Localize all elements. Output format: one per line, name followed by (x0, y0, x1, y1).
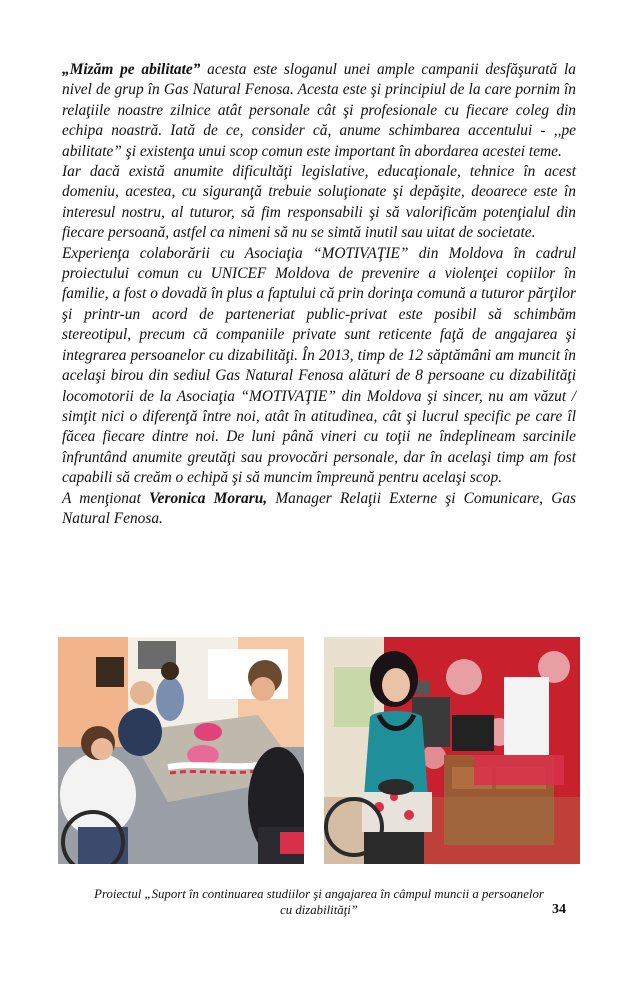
footer-project-title-cont: cu dizabilităţi” (280, 903, 358, 917)
page-footer (62, 886, 576, 918)
paragraph-3: Experienţa colaborării cu Asociaţia “MOTIVAŢIE” din Moldova în cadrul proiectului comun cu UNICEF Moldova de prevenire a violenţei copiilor în familie, a fost o dovadă în plus a faptului că prin dorinţa comună a tuturor părţilor şi printr-un acord de parteneriat public-privat este posibil să schimbăm stereotipul, precum că companiile private sunt reticente faţă de angajarea şi integrarea persoanelor cu dizabilităţi. În 2013, timp de 12 săptămâni am muncit în acelaşi birou din sediul Gas Natural Fenosa alături de 8 persoane cu dizabilităţi locomotorii de la Asociaţia “MOTIVAŢIE” din Moldova şi sincer, nu am văzut / simţit nici o diferenţă între noi, atât în atitudinea, cât şi lucrul specific pe care îl făcea fiecare dintre noi. De luni până vineri cu toţii ne îndeplineam sarcinile înfruntând anumite greutăţi sau provocări personale, dar în acelaşi timp am fost capabili să creăm o echipă şi să muncim împreună pentru acelaşi scop. (62, 244, 576, 487)
article-body (62, 60, 576, 529)
footer-project-title: Proiectul „Suport în continuarea studiilor şi angajarea în câmpul muncii a persoanelor (94, 887, 544, 901)
photo-woman-portrait (324, 637, 580, 864)
page-number: 34 (552, 902, 566, 917)
photo-workshop-group (58, 637, 304, 864)
portrait-photo-illustration (324, 637, 580, 864)
attribution-role: Manager Relaţii Externe şi Comunicare, Gas Natural Fenosa. (62, 489, 577, 527)
attribution-name: Veronica Moraru, (149, 489, 268, 507)
workshop-photo-illustration (58, 637, 304, 864)
attribution (62, 489, 576, 530)
attribution-prefix: A menţionat (62, 489, 150, 507)
paragraph-2: Iar dacă există anumite dificultăţi legislative, educaţionale, tehnice în acest domeniu, acestea, cu siguranţă trebuie soluţionate şi depăşite, deoarece este în interesul nostru, al tuturor, să fim responsabili şi să valorificăm potenţialul din fiecare persoană, astfel ca nimeni să nu se simtă inutil sau uitat de societate. (62, 163, 576, 242)
paragraph-slogan (62, 60, 576, 162)
paragraph-1-text: acesta este sloganul unei ample campanii desfăşurată la nivel de grup în Gas Natural Fenosa. Acesta este şi principiul de la care pornim în relaţiile noastre zilnice atât personale cât şi profesionale cu fiecare coleg din echipa noastră. Iată de ce, consider că, anume schimbarea accentului - ,,pe abilitate” şi existenţa unui scop comun este important în abordarea acestei teme. (62, 61, 576, 160)
slogan-text: „Mizăm pe abilitate” (62, 61, 201, 78)
